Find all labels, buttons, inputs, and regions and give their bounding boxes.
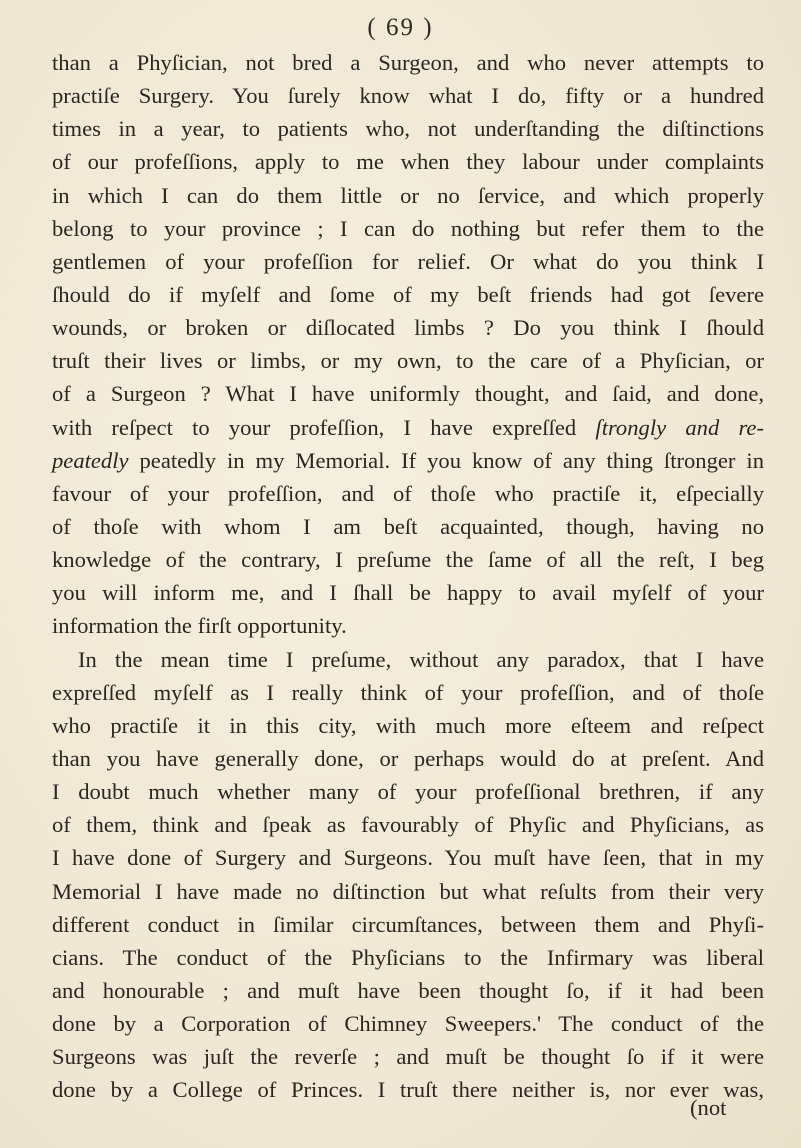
text-line: belong to your province ; I can do nothing but refer them to the	[52, 215, 764, 241]
text-line-with-italic	[52, 411, 764, 444]
text-line: knowledge of the contrary, I preſume the ſame of all the reſt, I beg	[52, 547, 764, 573]
text-line: times in a year, to patients who, not underſtanding the diſtinctions	[52, 116, 764, 142]
text-line: of a Surgeon ? What I have uniformly thought, and ſaid, and done,	[52, 381, 764, 407]
text-line: I have done of Surgery and Surgeons. You muſt have ſeen, that in my	[52, 845, 764, 871]
text-line: expreſſed myſelf as I really think of your profeſſion, and of thoſe	[52, 679, 764, 705]
text-line: gentlemen of your profeſſion for relief. Or what do you think I	[52, 248, 764, 274]
text-line: different conduct in ſimilar circumſtances, between them and Phyſi-	[52, 911, 764, 937]
text-line: information the firſt opportunity.	[52, 613, 347, 639]
text-line: done by a College of Princes. I truſt there neither is, nor ever was,	[52, 1077, 764, 1103]
text-line: of our profeſſions, apply to me when they labour under complaints	[52, 149, 764, 175]
text-line: cians. The conduct of the Phyſicians to the Infirmary was liberal	[52, 944, 764, 970]
text-line: than a Phyſician, not bred a Surgeon, and who never attempts to	[52, 50, 764, 75]
paragraph-start-line: In the mean time I preſume, without any paradox, that I have	[78, 646, 764, 672]
catchword: (not	[690, 1095, 727, 1120]
body-text	[52, 46, 764, 1107]
text-line-with-italic	[52, 444, 764, 477]
text-line: Memorial I have made no diſtinction but what reſults from their very	[52, 878, 764, 904]
italic-phrase: ſtrongly and re-	[595, 414, 764, 440]
text-line: Surgeons was juſt the reverſe ; and muſt be thought ſo if it were	[52, 1044, 764, 1070]
text-line: of them, think and ſpeak as favourably of Phyſic and Phyſicians, as	[52, 812, 764, 838]
text-segment: peatedly in my Memorial. If you know of any thing ſtronger in	[139, 447, 764, 473]
text-line: ſhould do if myſelf and ſome of my beſt friends had got ſevere	[52, 281, 764, 307]
text-line: practiſe Surgery. You ſurely know what I do, fifty or a hundred	[52, 83, 764, 109]
text-line: I doubt much whether many of your profeſſional brethren, if any	[52, 779, 764, 805]
page-number: ( 69 )	[367, 14, 434, 41]
text-line: of thoſe with whom I am beſt acquainted, though, having no	[52, 513, 764, 539]
text-line: and honourable ; and muſt have been thought ſo, if it had been	[52, 977, 764, 1003]
text-line: favour of your profeſſion, and of thoſe who practiſe it, eſpecially	[52, 480, 764, 506]
text-line: you will inform me, and I ſhall be happy to avail myſelf of your	[52, 580, 764, 606]
text-line: in which I can do them little or no ſervice, and which properly	[52, 182, 764, 208]
italic-phrase: peatedly	[52, 447, 129, 473]
text-line: truſt their lives or limbs, or my own, to the care of a Phyſician, or	[52, 348, 764, 374]
text-segment: with reſpect to your profeſſion, I have expreſſed	[52, 414, 577, 440]
text-line: who practiſe it in this city, with much more eſteem and reſpect	[52, 712, 764, 738]
text-line: than you have generally done, or perhaps would do at preſent. And	[52, 745, 764, 771]
text-line: done by a Corporation of Chimney Sweepers.' The conduct of the	[52, 1011, 764, 1037]
text-line: wounds, or broken or diſlocated limbs ? Do you think I ſhould	[52, 315, 764, 341]
